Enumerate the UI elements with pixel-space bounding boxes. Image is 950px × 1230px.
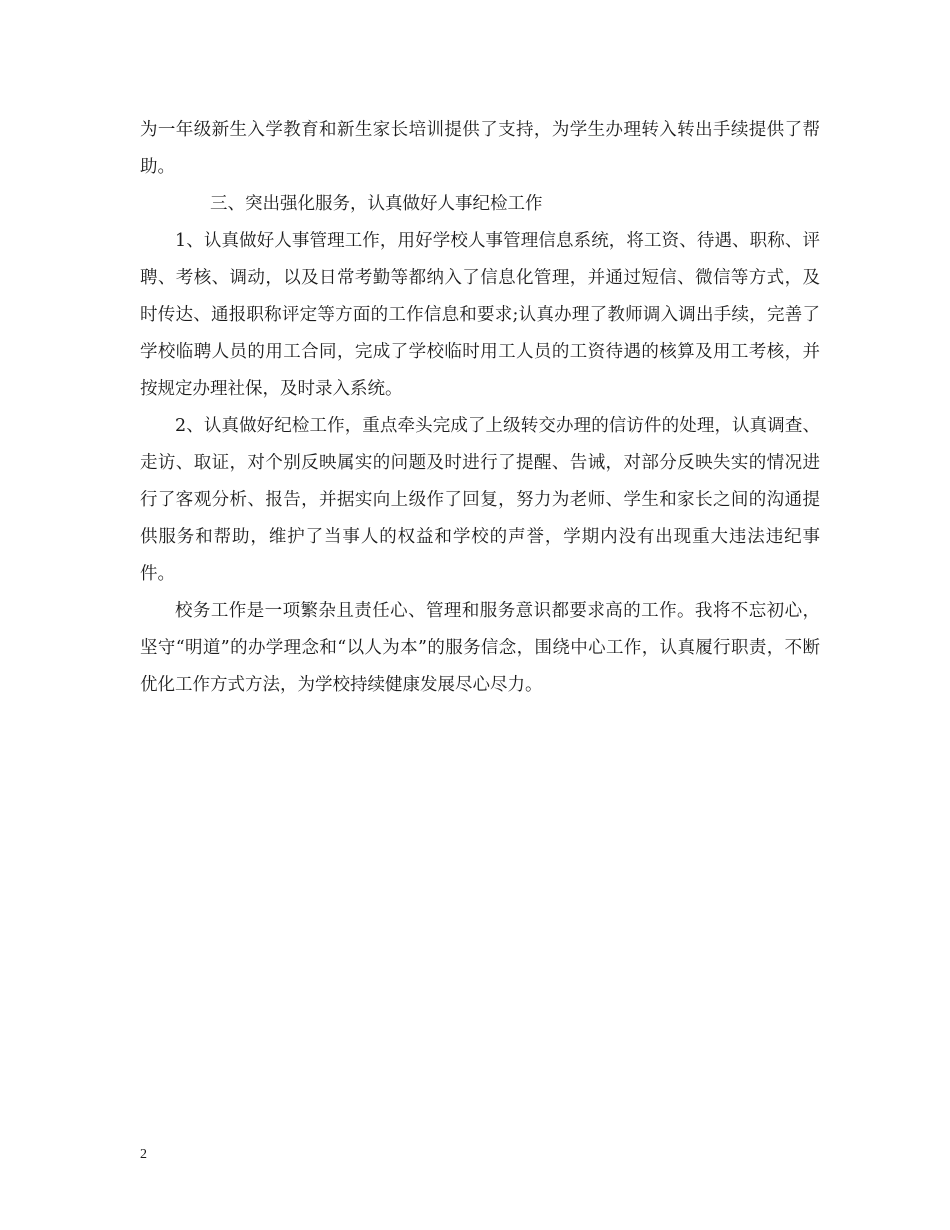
paragraph-personnel-management: 1、认真做好人事管理工作，用好学校人事管理信息系统，将工资、待遇、职称、评聘、考核、调动，以及日常考勤等都纳入了信息化管理，并通过短信、微信等方式，及时传达、通报职称评定等方面的工作信息和要求;认真办理了教师调入调出手续，完善了学校临聘人员的用工合同，完成了学校临时用工人员的工资待遇的核算及用工考核，并按规定办理社保，及时录入系统。	[140, 231, 820, 399]
paragraph-conclusion: 校务工作是一项繁杂且责任心、管理和服务意识都要求高的工作。我将不忘初心，坚守“明道”的办学理念和“以人为本”的服务信念，围绕中心工作，认真履行职责，不断优化工作方式方法，为学校持续健康发展尽心尽力。	[140, 601, 820, 695]
section-heading: 三、突出强化服务，认真做好人事纪检工作	[210, 194, 543, 214]
paragraph-continuation: 为一年级新生入学教育和新生家长培训提供了支持，为学生办理转入转出手续提供了帮助。	[140, 120, 820, 177]
paragraph-discipline-inspection: 2、认真做好纪检工作，重点牵头完成了上级转交办理的信访件的处理，认真调查、走访、取证，对个别反映属实的问题及时进行了提醒、告诫，对部分反映失实的情况进行了客观分析、报告，并据实向上级作了回复，努力为老师、学生和家长之间的沟通提供服务和帮助，维护了当事人的权益和学校的声誉，学期内没有出现重大违法违纪事件。	[140, 416, 820, 584]
body-text	[140, 112, 820, 704]
page-number: 2	[140, 1147, 147, 1162]
